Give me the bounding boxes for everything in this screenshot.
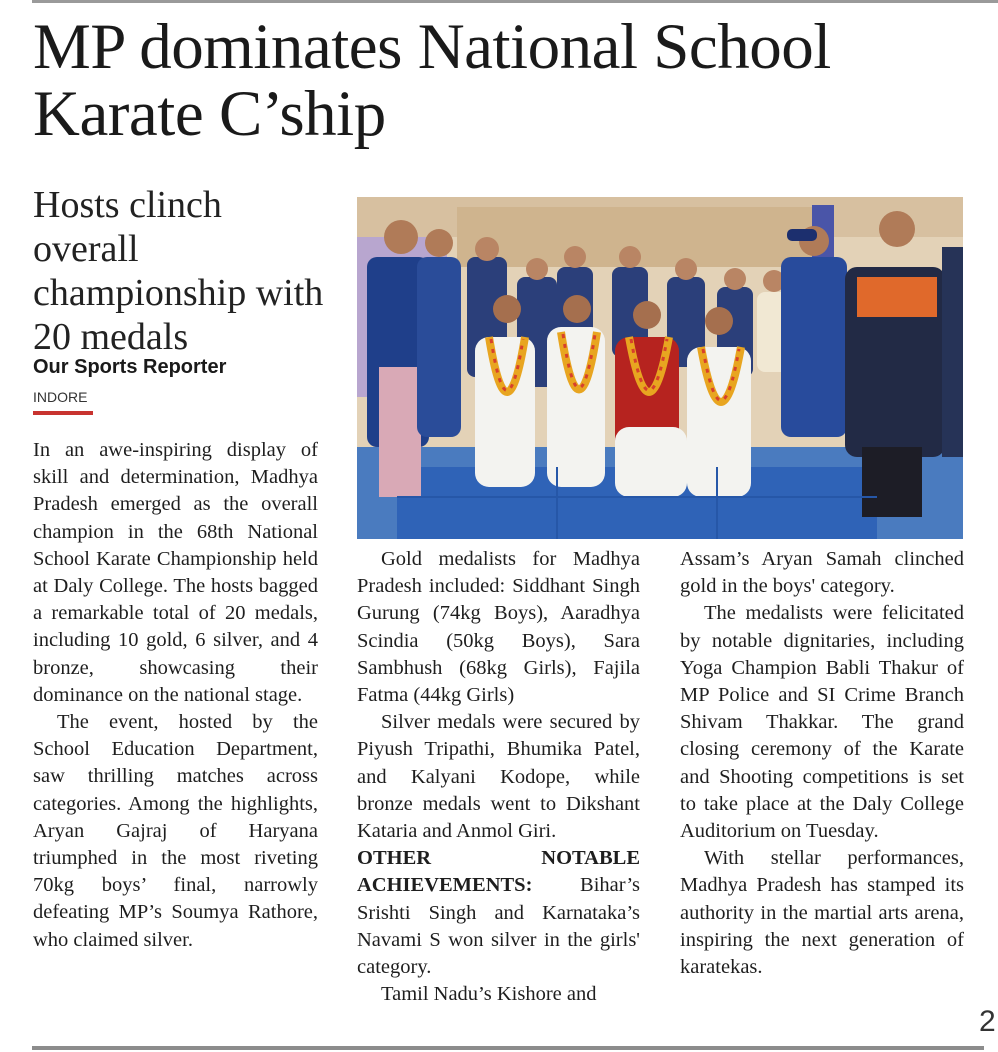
page-number: 2 bbox=[979, 1005, 996, 1038]
event-photo bbox=[357, 197, 963, 539]
paragraph: Gold medalists for Madhya Pradesh included: Siddhant Singh Gurung (74kg Boys), Aaradhya Scindia (50kg Boys), Sara Sambhush (68kg Girls), Fajila Fatma (44kg Girls) bbox=[357, 548, 640, 707]
event-photo-illustration bbox=[357, 197, 963, 539]
notable-achievements-paragraph bbox=[357, 845, 640, 981]
paragraph: The medalists were felicitated by notable dignitaries, including Yoga Champion Babli Thakur of MP Police and SI Crime Branch Shivam Thakkar. The grand closing ceremony of the Karate and Shooting competitions is set to take place at the Daly College Auditorium on Tuesday. bbox=[680, 602, 964, 843]
paragraph: With stellar performances, Madhya Pradesh has stamped its authority in the martial arts arena, inspiring the next generation of karatekas. bbox=[680, 847, 964, 979]
paragraph: In an awe-inspiring display of skill and determination, Madhya Pradesh emerged as the overall champion in the 68th National School Karate Championship held at Daly College. The hosts bagged a remarkable total of 20 medals, including 10 gold, 6 silver, and 4 bronze, showcasing their dominance on the national stage. bbox=[33, 439, 318, 706]
bottom-rule bbox=[32, 1046, 984, 1050]
byline: Our Sports Reporter bbox=[33, 356, 227, 378]
article-column-2 bbox=[357, 546, 640, 1008]
dateline-underline bbox=[33, 411, 93, 415]
top-rule bbox=[32, 0, 998, 3]
paragraph: Silver medals were secured by Piyush Tripathi, Bhumika Patel, and Kalyani Kodope, while bronze medals went to Dikshant Kataria and Anmol Giri. bbox=[357, 711, 640, 843]
paragraph: Tamil Nadu’s Kishore and bbox=[381, 983, 597, 1006]
subhead: Hosts clinch overall championship with 20 medals bbox=[33, 184, 324, 358]
article-column-1 bbox=[33, 437, 318, 954]
headline: MP dominates National School Karate C’ship bbox=[33, 11, 831, 150]
paragraph: The event, hosted by the School Education Department, saw thrilling matches across categories. Among the highlights, Aryan Gajraj of Haryana triumphed in the most riveting 70kg boys’ final, narrowly defeating MP’s Soumya Rathore, who claimed silver. bbox=[33, 711, 318, 951]
article-column-3 bbox=[680, 546, 964, 981]
subheading-label: OTHER NOTABLE ACHIEVEMENTS: bbox=[357, 847, 640, 897]
paragraph: Assam’s Aryan Samah clinched gold in the boys' category. bbox=[680, 548, 964, 598]
dateline: INDORE bbox=[33, 389, 88, 405]
subheading-text: Bihar’s Srishti Singh and Karnataka’s Navami S won silver in the girls' category. bbox=[357, 874, 640, 979]
